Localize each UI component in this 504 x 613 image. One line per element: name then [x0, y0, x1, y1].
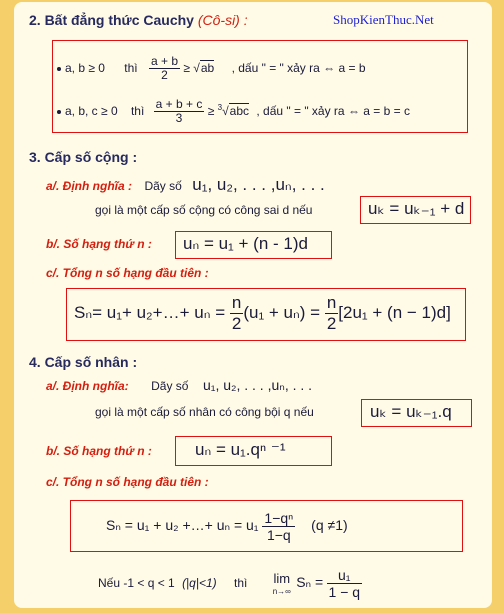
- s4-limit-den: 1 − q: [328, 584, 361, 601]
- cauchy-1-den: 2: [161, 68, 168, 83]
- s3-c-num: n: [231, 293, 242, 313]
- s3-c-formula: [74, 293, 451, 333]
- cauchy-1-ge: ≥ √: [183, 61, 200, 75]
- s4-c-num: 1−qⁿ: [264, 509, 294, 526]
- s4-limit-lim-text: lim: [273, 570, 291, 586]
- section2-title-paren: (Cô-si) :: [197, 12, 248, 28]
- s4-definition-line: [46, 376, 312, 395]
- bullet-icon: [57, 110, 61, 114]
- site-watermark: ShopKienThuc.Net: [333, 12, 434, 27]
- cauchy-2-ge: ≥: [207, 104, 218, 118]
- cauchy-2-root-index: 3: [217, 103, 223, 112]
- s4-a-sequence: u₁, u₂, . . . ,uₙ, . . .: [202, 377, 313, 393]
- s4-limit-num: u₁: [327, 567, 363, 584]
- s3-c-num2: n: [326, 293, 337, 313]
- s3-c-left: Sₙ= u₁+ u₂+…+ uₙ =: [74, 303, 226, 322]
- cauchy-2-frac: [154, 98, 205, 127]
- cauchy-2-rad: abc: [229, 104, 250, 118]
- s4-limit-abs: (|q|<1): [182, 576, 217, 590]
- cauchy-2-thi: thì: [130, 104, 145, 118]
- s4-c-den: 1−q: [266, 526, 291, 543]
- s4-b-formula: uₙ = u₁.qⁿ ⁻¹: [195, 440, 286, 459]
- cauchy-2-den: 3: [175, 111, 183, 126]
- cauchy-1-cond: a, b ≥ 0: [65, 61, 105, 75]
- cauchy-1-rad: ab: [200, 61, 215, 75]
- s4-c-label: c/. Tổng n số hạng đầu tiên :: [46, 475, 209, 489]
- s3-a-line2: gọi là một cấp số cộng có công sai d nếu: [95, 203, 313, 217]
- bullet-icon: [57, 67, 61, 71]
- s3-c-right: [2u₁ + (n − 1)d]: [338, 303, 451, 322]
- cauchy-row-2: a, b, c ≥ 0 thì $\frac{a + b + c}{3}$ ≥ $^3$√abc , dấu " = " xảy ra ⇔ a = b = c: [57, 88, 410, 128]
- s4-a-line2: gọi là một cấp số nhân có công bội q nếu: [95, 405, 314, 419]
- s3-c-frac2: [325, 293, 338, 333]
- s4-c-left: Sₙ = u₁ + u₂ +…+ uₙ = u₁: [106, 517, 259, 533]
- s4-c-formula: [106, 505, 348, 545]
- cauchy-1-equality: , dấu " = " xảy ra ⇔ a = b: [231, 61, 366, 75]
- cauchy-row-1: [57, 48, 366, 88]
- s4-limit-s: Sₙ =: [296, 574, 324, 590]
- s4-a-label: a/. Định nghĩa:: [46, 379, 129, 393]
- s3-c-mid: (u₁ + uₙ) =: [243, 303, 321, 322]
- s3-c-label: c/. Tổng n số hạng đầu tiên :: [46, 266, 209, 280]
- cauchy-1-num: a + b: [150, 53, 179, 68]
- s4-a-formula: uₖ = uₖ₋₁.q: [370, 402, 452, 421]
- section2-title: [29, 12, 248, 28]
- s4-c-right: (q ≠1): [311, 517, 348, 533]
- s4-a-text: Dãy số: [151, 379, 189, 393]
- s3-c-den2: 2: [326, 314, 337, 334]
- s3-a-sequence: u₁, u₂, . . . ,uₙ, . . .: [192, 175, 325, 194]
- s4-limit-under: n→∞: [272, 586, 291, 596]
- s4-limit-condition: Nếu -1 < q < 1: [98, 576, 175, 590]
- s3-c-frac1: [230, 293, 243, 333]
- s4-limit-line: [98, 562, 362, 602]
- s3-a-formula: uₖ = uₖ₋₁ + d: [368, 199, 465, 218]
- cauchy-1-thi: thì: [124, 61, 138, 75]
- section2-title-text: 2. Bất đẳng thức Cauchy: [29, 12, 194, 28]
- s4-limit-frac: [327, 567, 363, 600]
- section3-title: 3. Cấp số cộng :: [29, 149, 138, 165]
- s4-c-frac: [262, 510, 295, 543]
- s3-c-den: 2: [231, 314, 242, 334]
- s3-a-text: Dãy số: [144, 179, 182, 193]
- cauchy-1-frac: [149, 55, 180, 84]
- s3-a-label: a/. Định nghĩa :: [46, 179, 132, 193]
- cauchy-2-equality: , dấu " = " xảy ra ⇔ a = b = c: [256, 104, 410, 118]
- s4-limit-thi: thì: [234, 576, 248, 590]
- cauchy-2-cond: a, b, c ≥ 0: [65, 104, 118, 118]
- s3-b-formula: uₙ = u₁ + (n - 1)d: [183, 234, 308, 253]
- cauchy-2-num: a + b + c: [155, 96, 203, 111]
- section4-title: 4. Cấp số nhân :: [29, 354, 138, 370]
- s4-b-label: b/. Số hạng thứ n :: [46, 444, 152, 458]
- s4-limit-lim: [271, 572, 293, 596]
- s3-definition-line: [46, 176, 325, 195]
- s3-b-label: b/. Số hạng thứ n :: [46, 237, 152, 251]
